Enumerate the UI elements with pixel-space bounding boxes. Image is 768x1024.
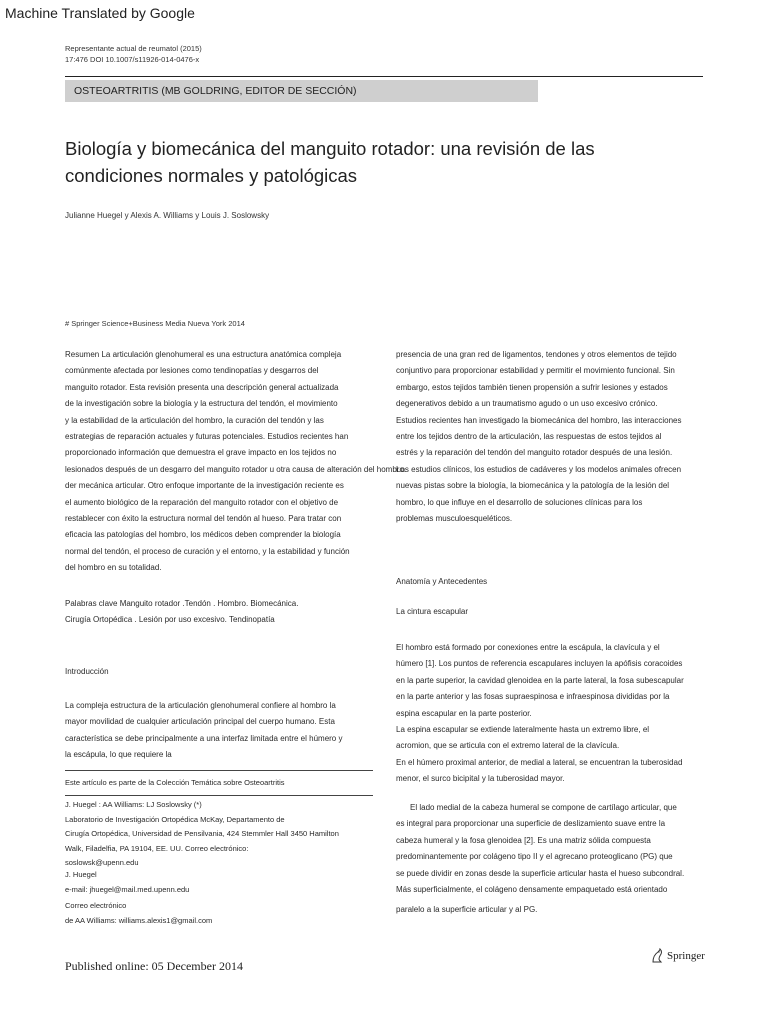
intro-cont-line: estrés y la reparación del tendón del manguito rotador después de una lesión. <box>396 448 673 458</box>
keywords <box>65 596 380 629</box>
abstract-line: el aumento biológico de la reparación del manguito rotador con el objetivo de <box>65 497 339 507</box>
intro-line: la escápula, lo que requiere la <box>65 750 172 760</box>
intro-line: característica se debe principalmente a una interfaz limitada entre el húmero y <box>65 733 343 743</box>
abstract-line: del hombro en su totalidad. <box>65 563 162 573</box>
abstract <box>65 347 407 577</box>
abstract-line: normal del tendón, el proceso de curación y el entorno, y la estabilidad y función <box>65 546 350 556</box>
humeral-line: paralelo a la superficie articular y al PG. <box>396 905 538 915</box>
contact-email: de AA Williams: williams.alexis1@gmail.com <box>65 915 213 925</box>
article-title <box>65 135 685 189</box>
contact-williams <box>65 899 380 928</box>
abstract-line: y la estabilidad de la articulación del hombro, la curación del tendón y las <box>65 415 324 425</box>
header-rule <box>65 76 703 77</box>
affiliation-email: soslowsk@upenn.edu <box>65 858 139 867</box>
girdle-line: acromion, que se articula con el extremo lateral de la clavícula. <box>396 741 620 751</box>
abstract-line: proporcionado información que demuestra el grave impacto en los tejidos no <box>65 448 337 458</box>
section-bar: OSTEOARTRITIS (MB GOLDRING, EDITOR DE SECCIÓN) <box>65 80 538 102</box>
springer-horse-icon <box>650 948 664 964</box>
intro-cont-line: problemas musculoesqueléticos. <box>396 514 513 524</box>
copyright-line: # Springer Science+Business Media Nueva York 2014 <box>65 319 245 328</box>
humeral-line: cabeza humeral y la fosa glenoidea [2]. Es una matriz sólida compuesta <box>396 835 651 845</box>
contact-line: Correo electrónico <box>65 901 127 910</box>
affiliation-line: Walk, Filadelfia, PA 19104, EE. UU. Correo electrónico: <box>65 843 249 853</box>
abstract-line: Resumen La articulación glenohumeral es una estructura anatómica compleja <box>65 350 342 359</box>
affiliation-line: Laboratorio de Investigación Ortopédica McKay, Departamento de <box>65 814 285 824</box>
affiliation <box>65 798 380 871</box>
abstract-line: manguito rotador. Esta revisión presenta una descripción general actualizada <box>65 382 339 392</box>
contact-email: e-mail: jhuegel@mail.med.upenn.edu <box>65 884 190 894</box>
humeral-line: El lado medial de la cabeza humeral se compone de cartílago articular, que <box>410 803 677 812</box>
journal-line-1: Representante actual de reumatol (2015) <box>65 44 202 53</box>
contact-line: J. Huegel <box>65 870 97 879</box>
footnote-rule-bottom <box>65 795 373 796</box>
abstract-line: comúnmente afectada por lesiones como tendinopatías y desgarros del <box>65 366 319 376</box>
girdle-text <box>396 640 711 788</box>
intro-heading: Introducción <box>65 667 109 676</box>
keywords-line-1: Palabras clave Manguito rotador .Tendón . Hombro. Biomecánica. <box>65 599 299 608</box>
intro-continued <box>396 347 711 527</box>
intro-text <box>65 698 380 764</box>
affiliation-line: J. Huegel : AA Williams: LJ Soslowsky (*) <box>65 800 202 809</box>
keywords-line-2: Cirugía Ortopédica . Lesión por uso excesivo. Tendinopatía <box>65 615 275 625</box>
affiliation-line: Cirugía Ortopédica, Universidad de Pensilvania, 424 Stemmler Hall 3450 Hamilton <box>65 829 339 838</box>
intro-cont-line: entre los tejidos dentro de la articulación, las respuestas de estos tejidos al <box>396 432 662 442</box>
abstract-line: de la investigación sobre la biología y la estructura del tendón, el movimiento <box>65 399 338 409</box>
abstract-line: estrategias de reparación actuales y futuras potenciales. Estudios recientes han <box>65 432 349 442</box>
machine-translated-banner: Machine Translated by Google <box>5 5 195 21</box>
intro-cont-line: Estudios recientes han investigado la biomecánica del hombro, las interacciones <box>396 415 682 425</box>
intro-line: mayor movilidad de cualquier articulación principal del cuerpo humano. Esta <box>65 717 335 727</box>
girdle-heading: La cintura escapular <box>396 607 469 616</box>
abstract-line: eficacia las patologías del hombro, los médicos deben comprender la biología <box>65 530 341 540</box>
girdle-line: en la parte superior, la cavidad glenoidea en la parte lateral, la fosa subescapular <box>396 675 684 685</box>
footnote-rule-top <box>65 770 373 771</box>
journal-citation <box>65 43 202 65</box>
humeral-head-text <box>396 800 711 919</box>
springer-logo <box>650 948 705 964</box>
intro-cont-line: embargo, estos tejidos también tienen propensión a sufrir lesiones y estados <box>396 382 668 392</box>
girdle-line: La espina escapular se extiende lateralmente hasta un extremo libre, el <box>396 725 650 735</box>
humeral-line: es integral para proporcionar una superficie de deslizamiento suave entre la <box>396 819 666 829</box>
anatomy-heading: Anatomía y Antecedentes <box>396 577 488 586</box>
collection-note: Este artículo es parte de la Colección Temática sobre Osteoartritis <box>65 778 285 787</box>
girdle-line: En el húmero proximal anterior, de medial a lateral, se encuentran la tuberosidad <box>396 757 683 767</box>
intro-cont-line: degenerativos debido a un traumatismo agudo o un uso excesivo crónico. <box>396 399 658 409</box>
humeral-line: predominantemente por colágeno tipo II y el agrecano proteoglicano (PG) que <box>396 852 673 862</box>
title-line-2: condiciones normales y patológicas <box>65 165 358 186</box>
intro-cont-line: nuevas pistas sobre la biología, la biomecánica y la patología de la lesión del <box>396 481 670 491</box>
intro-cont-line: presencia de una gran red de ligamentos, tendones y otros elementos de tejido <box>396 350 677 359</box>
journal-line-2: 17:476 DOI 10.1007/s11926-014-0476-x <box>65 55 200 64</box>
girdle-line: espina escapular en la parte posterior. <box>396 708 532 718</box>
title-line-1: Biología y biomecánica del manguito rotador: una revisión de las <box>65 138 595 159</box>
humeral-line: se puede dividir en zonas desde la superficie articular hasta el hueso subcondral. <box>396 868 685 878</box>
abstract-line: der mecánica articular. Otro enfoque importante de la investigación reciente es <box>65 481 344 491</box>
humeral-line: Más superficialmente, el colágeno densamente empaquetado está orientado <box>396 885 668 895</box>
intro-cont-line: conjuntivo para proporcionar estabilidad y permitir el movimiento funcional. Sin <box>396 366 675 376</box>
abstract-line: lesionados después de un desgarro del manguito rotador u otra causa de alteración del hombro. <box>65 464 407 474</box>
contact-huegel <box>65 868 380 897</box>
author-list: Julianne Huegel y Alexis A. Williams y Louis J. Soslowsky <box>65 211 270 220</box>
abstract-line: restablecer con éxito la estructura normal del tendón al hueso. Para tratar con <box>65 514 342 524</box>
girdle-line: en la parte anterior y las fosas supraespinosa e infraespinosa divididas por la <box>396 692 670 702</box>
girdle-line: El hombro está formado por conexiones entre la escápula, la clavícula y el <box>396 643 660 652</box>
intro-cont-line: Los estudios clínicos, los estudios de cadáveres y los modelos animales ofrecen <box>396 464 682 474</box>
publisher-name: Springer <box>667 950 705 962</box>
girdle-line: húmero [1]. Los puntos de referencia escapulares incluyen la apófisis coracoides <box>396 659 683 669</box>
girdle-line: menor, el surco bicipital y la tuberosidad mayor. <box>396 774 565 784</box>
intro-line: La compleja estructura de la articulación glenohumeral confiere al hombro la <box>65 701 336 710</box>
intro-cont-line: hombro, lo que influye en el desarrollo de soluciones clínicas para los <box>396 497 643 507</box>
published-date: Published online: 05 December 2014 <box>65 959 243 973</box>
